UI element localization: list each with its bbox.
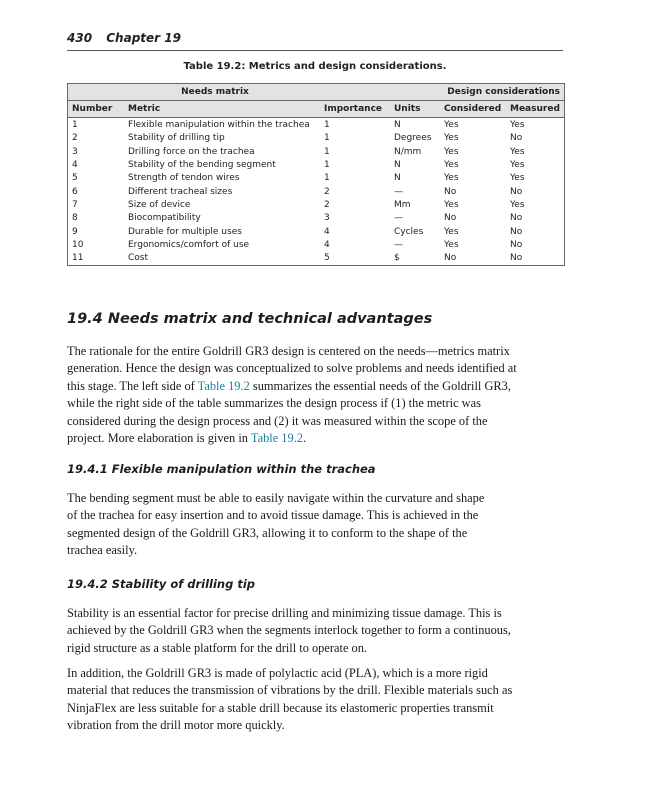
table-row bbox=[68, 172, 564, 185]
cell-importance: 3 bbox=[324, 213, 330, 224]
cell-considered: Yes bbox=[444, 226, 459, 237]
cell-number: 5 bbox=[72, 173, 78, 184]
cell-importance: 2 bbox=[324, 199, 330, 210]
cell-metric: Ergonomics/comfort of use bbox=[128, 239, 250, 250]
cell-measured: Yes bbox=[510, 120, 525, 131]
design-considerations-header: Design considerations bbox=[440, 84, 564, 101]
cell-measured: No bbox=[510, 239, 523, 250]
cell-importance: 1 bbox=[324, 146, 330, 157]
table-row bbox=[68, 159, 564, 172]
cell-importance: 1 bbox=[324, 133, 330, 144]
cell-considered: Yes bbox=[444, 239, 459, 250]
text-line: In addition, the Goldrill GR3 is made of polylactic acid (PLA), which is a more rigid bbox=[67, 666, 488, 680]
cell-considered: Yes bbox=[444, 173, 459, 184]
text-line: of the trachea for easy insertion and to avoid tissue damage. This is achieved in the bbox=[67, 508, 479, 523]
cell-number: 6 bbox=[72, 186, 78, 197]
cell-considered: Yes bbox=[444, 199, 459, 210]
cell-measured: No bbox=[510, 253, 523, 264]
cell-considered: No bbox=[444, 213, 457, 224]
cell-units: $ bbox=[394, 253, 400, 264]
cell-number: 9 bbox=[72, 226, 78, 237]
col-considered: Considered bbox=[440, 101, 506, 118]
subsection-heading-2: 19.4.2 Stability of drilling tip bbox=[67, 577, 256, 591]
col-number: Number bbox=[68, 101, 124, 118]
needs-matrix-header: Needs matrix bbox=[68, 84, 440, 101]
text-line: The rationale for the entire Goldrill GR3 design is centered on the needs—metrics matrix bbox=[67, 344, 510, 358]
cell-number: 3 bbox=[72, 146, 78, 157]
cell-considered: Yes bbox=[444, 160, 459, 171]
cell-metric: Size of device bbox=[128, 199, 191, 210]
cell-units: N bbox=[394, 120, 401, 131]
table-row bbox=[68, 146, 564, 159]
cell-measured: Yes bbox=[510, 173, 525, 184]
table-row bbox=[68, 212, 564, 225]
cell-units: — bbox=[394, 239, 403, 250]
table-row bbox=[68, 118, 564, 133]
cell-importance: 1 bbox=[324, 120, 330, 131]
cell-importance: 4 bbox=[324, 226, 330, 237]
table-body bbox=[68, 118, 564, 266]
table-caption: Table 19.2: Metrics and design considerations. bbox=[183, 61, 447, 72]
cell-number: 11 bbox=[72, 253, 84, 264]
cell-considered: No bbox=[444, 253, 457, 264]
cell-considered: Yes bbox=[444, 133, 459, 144]
table-row bbox=[68, 252, 564, 265]
col-metric: Metric bbox=[124, 101, 320, 118]
text-line: achieved by the Goldrill GR3 when the segments interlock together to form a continuous, bbox=[67, 623, 511, 638]
cell-measured: No bbox=[510, 226, 523, 237]
text-line: while the right side of the table summarizes the design process if (1) the metric was bbox=[67, 396, 481, 411]
cell-metric: Strength of tendon wires bbox=[128, 173, 240, 184]
col-importance: Importance bbox=[320, 101, 390, 118]
text-line: vibration from the drill motor more quickly. bbox=[67, 718, 285, 733]
cell-metric: Drilling force on the trachea bbox=[128, 146, 255, 157]
text-line: project. More elaboration is given in Table 19.2. bbox=[67, 431, 307, 446]
cell-metric: Durable for multiple uses bbox=[128, 226, 242, 237]
cell-measured: No bbox=[510, 186, 523, 197]
cell-number: 8 bbox=[72, 213, 78, 224]
text-line: Stability is an essential factor for precise drilling and minimizing tissue damage. This is bbox=[67, 606, 502, 620]
intro-paragraph bbox=[67, 343, 563, 447]
text-line: generation. Hence the design was conceptualized to solve problems and needs identified at bbox=[67, 361, 517, 376]
cell-units: — bbox=[394, 186, 403, 197]
cell-measured: Yes bbox=[510, 146, 525, 157]
cell-measured: Yes bbox=[510, 160, 525, 171]
cell-metric: Stability of the bending segment bbox=[128, 160, 276, 171]
text-line: considered during the design process and (2) it was measured within the scope of the bbox=[67, 413, 488, 428]
cell-importance: 1 bbox=[324, 160, 330, 171]
cell-number: 7 bbox=[72, 199, 78, 210]
cell-units: Cycles bbox=[394, 226, 424, 237]
chapter-title: Chapter 19 bbox=[106, 31, 181, 45]
page-number: 430 bbox=[67, 31, 93, 45]
cell-units: N/mm bbox=[394, 146, 422, 157]
text-line: The bending segment must be able to easily navigate within the curvature and shape bbox=[67, 491, 485, 505]
cell-units: Mm bbox=[394, 199, 411, 210]
sub2-paragraph-1 bbox=[67, 605, 563, 657]
cell-number: 10 bbox=[72, 239, 84, 250]
cell-number: 1 bbox=[72, 120, 78, 131]
cell-importance: 2 bbox=[324, 186, 330, 197]
text-line: trachea easily. bbox=[67, 543, 138, 558]
col-measured: Measured bbox=[506, 101, 564, 118]
text-line: material that reduces the transmission of vibrations by the drill. Flexible materials such as bbox=[67, 683, 513, 698]
cell-importance: 1 bbox=[324, 173, 330, 184]
col-units: Units bbox=[390, 101, 440, 118]
metrics-table bbox=[67, 83, 565, 266]
table-row bbox=[68, 239, 564, 252]
table-row bbox=[68, 225, 564, 238]
table-row bbox=[68, 199, 564, 212]
table-link[interactable]: Table 19.2 bbox=[250, 431, 303, 446]
table-row bbox=[68, 185, 564, 198]
cell-units: N bbox=[394, 160, 401, 171]
text-line: NinjaFlex are less suitable for a stable drill because its elastomeric properties transmit bbox=[67, 700, 494, 715]
cell-measured: No bbox=[510, 133, 523, 144]
text-line: this stage. The left side of Table 19.2 summarizes the essential needs of the Goldrill GR3, bbox=[67, 378, 511, 393]
sub1-paragraph bbox=[67, 490, 563, 560]
cell-units: Degrees bbox=[394, 133, 432, 144]
text-line: rigid structure as a stable platform for the drill to operate on. bbox=[67, 640, 368, 655]
cell-considered: Yes bbox=[444, 146, 459, 157]
header-rule bbox=[67, 50, 563, 51]
cell-metric: Cost bbox=[128, 253, 149, 264]
table-row bbox=[68, 132, 564, 145]
cell-units: — bbox=[394, 213, 403, 224]
text-line: segmented design of the Goldrill GR3, allowing it to conform to the shape of the bbox=[67, 525, 468, 540]
sub2-paragraph-2 bbox=[67, 665, 563, 735]
subsection-heading-1: 19.4.1 Flexible manipulation within the trachea bbox=[67, 462, 376, 476]
cell-number: 4 bbox=[72, 160, 78, 171]
cell-metric: Flexible manipulation within the trachea bbox=[128, 120, 310, 131]
section-heading: 19.4 Needs matrix and technical advantages bbox=[67, 311, 433, 327]
running-head bbox=[67, 31, 181, 45]
cell-metric: Different tracheal sizes bbox=[128, 186, 233, 197]
cell-metric: Stability of drilling tip bbox=[128, 133, 225, 144]
cell-importance: 4 bbox=[324, 239, 330, 250]
cell-measured: No bbox=[510, 213, 523, 224]
cell-importance: 5 bbox=[324, 253, 330, 264]
cell-measured: Yes bbox=[510, 199, 525, 210]
cell-considered: No bbox=[444, 186, 457, 197]
cell-metric: Biocompatibility bbox=[128, 213, 201, 224]
cell-units: N bbox=[394, 173, 401, 184]
cell-considered: Yes bbox=[444, 120, 459, 131]
cell-number: 2 bbox=[72, 133, 78, 144]
table-link[interactable]: Table 19.2 bbox=[197, 378, 250, 393]
